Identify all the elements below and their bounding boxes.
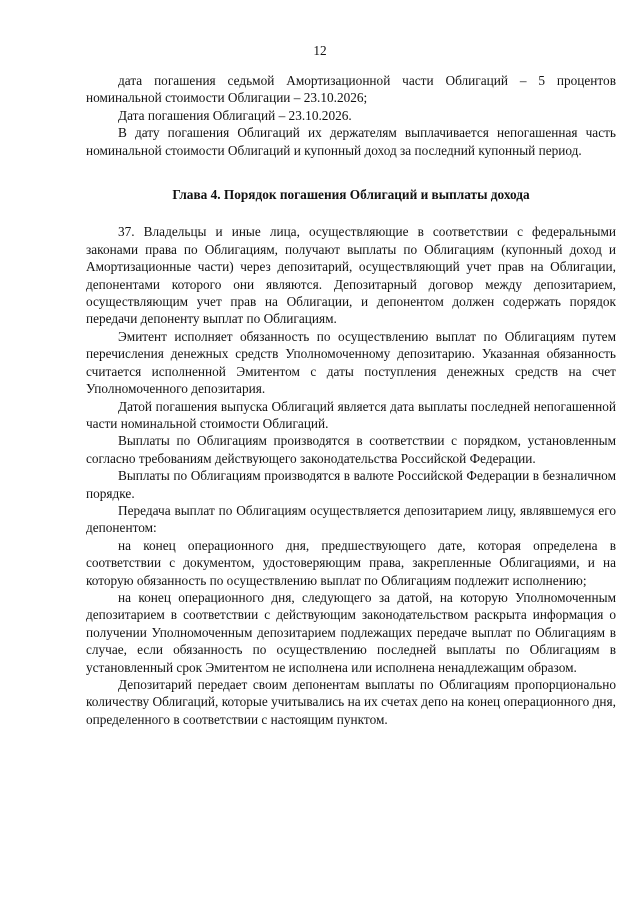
paragraph: дата погашения седьмой Амортизационной части Облигаций – 5 процентов номинальной стоимости Облигации – 23.10.2026; xyxy=(86,73,616,106)
paragraph: Выплаты по Облигациям производятся в соответствии с порядком, установленным согласно требованиям действующего законодательства Российской Федерации. xyxy=(86,433,616,466)
paragraph: Дата погашения Облигаций – 23.10.2026. xyxy=(118,107,352,123)
paragraph: Передача выплат по Облигациям осуществляется депозитарием лицу, являвшемуся его депонентом: xyxy=(86,502,616,536)
list-item-paragraph: на конец операционного дня, следующего за датой, на которую Уполномоченным депозитарием в соответствии с действующим законодательством раскрыта информация о получении Уполномоченным депозитарием подлежащих передаче выплат по Облигациям в случае, если обязанность по осуществлению последней выплаты по Облигациям в установленный срок Эмитентом не исполнена или исполнена ненадлежащим образом. xyxy=(86,589,616,675)
chapter-title: Глава 4. Порядок погашения Облигаций и выплаты дохода xyxy=(172,187,530,203)
document-body xyxy=(86,72,616,728)
paragraph: Эмитент исполняет обязанность по осуществлению выплат по Облигациям путем перечисления денежных средств Уполномоченному депозитарию. Указанная обязанность считается исполненной Эмитентом с даты поступления денежных средств на счет Уполномоченного депозитария. xyxy=(86,328,616,397)
page-number: 12 xyxy=(313,43,327,58)
paragraph: Датой погашения выпуска Облигаций является дата выплаты последней непогашенной части номинальной стоимости Облигаций. xyxy=(86,398,616,431)
list-item-paragraph: на конец операционного дня, предшествующего дате, которая определена в соответствии с документом, удостоверяющим права, закрепленные Облигациями, и на которую обязанность по осуществлению выплат по Облигациям подлежит исполнению; xyxy=(86,537,616,588)
paragraph: Депозитарий передает своим депонентам выплаты по Облигациям пропорционально количеству Облигаций, которые учитывались на их счетах депо на конец операционного дня, определенного в соответствии с настоящим пунктом. xyxy=(86,677,616,727)
paragraph: В дату погашения Облигаций их держателям выплачивается непогашенная часть номинальной стоимости Облигаций и купонный доход за последний купонный период. xyxy=(86,125,616,158)
paragraph: Выплаты по Облигациям производятся в валюте Российской Федерации в безналичном порядке. xyxy=(86,468,616,501)
paragraph: 37. Владельцы и иные лица, осуществляющие в соответствии с федеральными законами права по Облигациям, получают выплаты по Облигациям (купонный доход и Амортизационные части) через депозитарий, осуществляющий учет прав на Облигации, депонентами которого они являются. Депозитарный договор между депозитарием, осуществляющим учет прав на Облигации, и депонентом должен содержать порядок передачи депоненту выплат по Облигациям. xyxy=(86,224,616,327)
